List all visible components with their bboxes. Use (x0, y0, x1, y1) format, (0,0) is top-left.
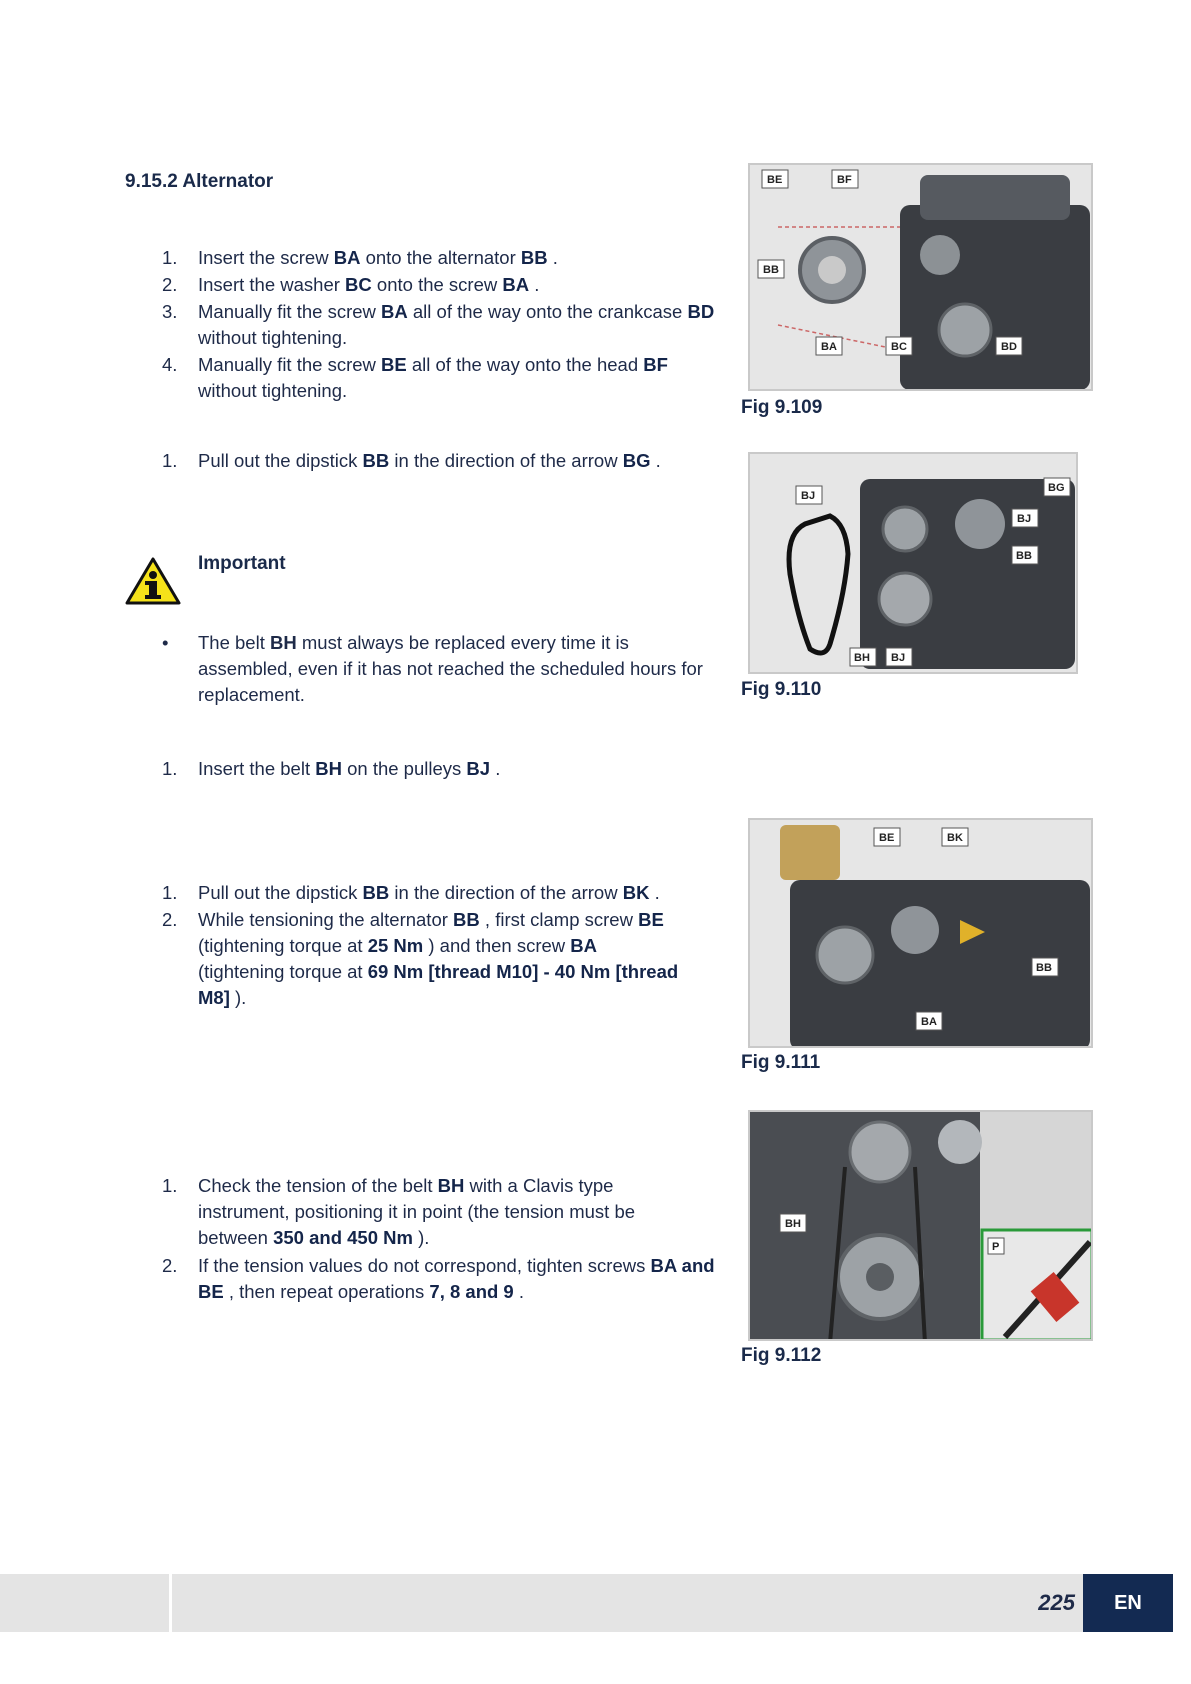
text-run: all of the way onto the crankcase (407, 301, 688, 322)
step-number: 1. (162, 450, 178, 471)
bold-term: 7, 8 and 9 (429, 1281, 514, 1302)
text-run: ). (412, 1227, 430, 1248)
bold-term: 350 and 450 Nm (273, 1227, 413, 1248)
svg-text:BH: BH (854, 652, 870, 664)
svg-text:BJ: BJ (891, 652, 906, 664)
step-text (198, 352, 723, 404)
figure-label (942, 828, 968, 846)
svg-text:BK: BK (947, 832, 963, 844)
figure-label (874, 828, 900, 846)
svg-text:BC: BC (891, 341, 907, 353)
bold-term: BH (270, 632, 297, 653)
bold-term: BJ (466, 758, 491, 779)
text-run: Insert the belt (198, 758, 316, 779)
svg-text:BE: BE (767, 174, 783, 186)
figure-label (1012, 546, 1038, 564)
svg-text:BB: BB (1016, 550, 1032, 562)
text-run: (tightening torque at (198, 935, 368, 956)
figure-9-110-caption: Fig 9.110 (741, 679, 822, 700)
text-run: While tensioning the alternator (198, 909, 454, 930)
figure-label (758, 260, 784, 278)
step-text (198, 1173, 703, 1251)
text-run: without tightening. (198, 327, 348, 348)
text-run: must always be replaced every time it is assembled, even if it has not reached the scheduled hours for replacement. (198, 632, 703, 705)
bold-term: 25 Nm (367, 935, 424, 956)
bold-term: BA (502, 274, 530, 295)
bold-term: BG (622, 450, 651, 471)
figure-label (850, 648, 876, 666)
step-text (198, 1253, 723, 1305)
text-run: Insert the screw (198, 247, 334, 268)
step-number: 4. (162, 354, 178, 375)
text-run: with a Clavis type instrument, positioning it in point (the tension must be between (198, 1175, 636, 1248)
text-run: in the direction of the arrow (389, 882, 623, 903)
svg-text:BE: BE (879, 832, 895, 844)
text-run: , then repeat operations (223, 1281, 430, 1302)
text-run: . (649, 882, 660, 903)
text-run: Manually fit the screw (198, 354, 382, 375)
text-run: Pull out the dipstick (198, 882, 363, 903)
figure-label (762, 170, 788, 188)
step-number: 1. (162, 1175, 178, 1196)
svg-text:BJ: BJ (1017, 513, 1032, 525)
step-text (198, 756, 723, 782)
step-number: 1. (162, 758, 178, 779)
bold-term: BA (333, 247, 361, 268)
text-run: . (547, 247, 558, 268)
figure-9-110-image (748, 452, 1078, 674)
figure-label (780, 1214, 806, 1232)
svg-text:BB: BB (763, 264, 779, 276)
step-number: 1. (162, 247, 178, 268)
footer-divider (169, 1574, 172, 1632)
bold-term: BA (570, 935, 598, 956)
step-text (198, 245, 723, 271)
svg-text:BJ: BJ (801, 490, 816, 502)
step-text (198, 299, 723, 351)
figure-label (988, 1238, 1004, 1254)
footer-bar (0, 1574, 1083, 1632)
text-run: (tightening torque at (198, 961, 368, 982)
text-run: onto the alternator (360, 247, 521, 268)
text-run: all of the way onto the head (406, 354, 644, 375)
svg-text:BH: BH (785, 1218, 801, 1230)
step-number: 1. (162, 882, 178, 903)
bold-term: BE (638, 909, 664, 930)
figure-label (996, 337, 1022, 355)
svg-text:BD: BD (1001, 341, 1017, 353)
bold-term: 69 Nm [thread M10] - 40 Nm [thread M8] (198, 961, 679, 1008)
svg-text:BA: BA (821, 341, 837, 353)
text-run: . (529, 274, 540, 295)
text-run: Manually fit the screw (198, 301, 382, 322)
text-run: Pull out the dipstick (198, 450, 363, 471)
bold-term: BB (362, 450, 390, 471)
text-run: Insert the washer (198, 274, 346, 295)
text-run: . (513, 1281, 525, 1302)
bold-term: BK (622, 882, 650, 903)
step-number: 3. (162, 301, 178, 322)
figure-label (832, 170, 858, 188)
bold-term: BH (315, 758, 342, 779)
bold-term: BD (687, 301, 715, 322)
bold-term: BE (381, 354, 407, 375)
text-run: If the tension values do not correspond, tighten screws (198, 1255, 651, 1276)
svg-text:BB: BB (1036, 962, 1052, 974)
text-run: . (490, 758, 501, 779)
bold-term: BC (345, 274, 372, 295)
figure-9-112-image (748, 1110, 1093, 1341)
step-number: 2. (162, 274, 178, 295)
warning-icon (125, 556, 181, 606)
text-run: in the direction of the arrow (389, 450, 623, 471)
text-run: on the pulleys (341, 758, 467, 779)
figure-9-112-caption: Fig 9.112 (741, 1345, 822, 1366)
bullet-dot: • (162, 632, 169, 653)
figure-9-109-image (748, 163, 1093, 391)
step-text (198, 448, 723, 474)
step-number: 2. (162, 909, 178, 930)
figure-label (1012, 509, 1038, 527)
svg-text:BF: BF (837, 174, 852, 186)
text-run: ). (229, 987, 247, 1008)
text-run: onto the screw (371, 274, 503, 295)
svg-text:BA: BA (921, 1016, 937, 1028)
bold-term: BF (643, 354, 668, 375)
svg-text:BG: BG (1048, 482, 1065, 494)
figure-label (1032, 958, 1058, 976)
step-number: 2. (162, 1255, 178, 1276)
figure-label (886, 648, 912, 666)
bold-term: BA and BE (198, 1255, 715, 1302)
step-text (198, 880, 723, 906)
important-heading: Important (198, 553, 286, 574)
figure-9-111-image (748, 818, 1093, 1048)
bold-term: BB (520, 247, 548, 268)
figure-9-111-caption: Fig 9.111 (741, 1052, 821, 1073)
step-text (198, 907, 688, 1011)
text-run: Check the tension of the belt (198, 1175, 438, 1196)
text-run: The belt (198, 632, 270, 653)
figure-9-109-caption: Fig 9.109 (741, 397, 823, 418)
bold-term: BA (381, 301, 408, 322)
figure-label (916, 1012, 942, 1030)
svg-text:P: P (992, 1241, 1000, 1253)
page-number: 225 (1038, 1590, 1075, 1615)
text-run: , first clamp screw (479, 909, 639, 930)
figure-label (1044, 478, 1070, 496)
bold-term: BB (453, 909, 480, 930)
figure-label (816, 337, 842, 355)
figure-label (886, 337, 912, 355)
section-title: 9.15.2 Alternator (125, 171, 274, 192)
bold-term: BB (362, 882, 390, 903)
bullet-text (198, 630, 723, 708)
text-run: without tightening. (198, 380, 348, 401)
step-text (198, 272, 723, 298)
text-run: ) and then screw (423, 935, 571, 956)
text-run: . (650, 450, 661, 471)
language-badge: EN (1083, 1574, 1173, 1632)
figure-label (796, 486, 822, 504)
bold-term: BH (437, 1175, 465, 1196)
